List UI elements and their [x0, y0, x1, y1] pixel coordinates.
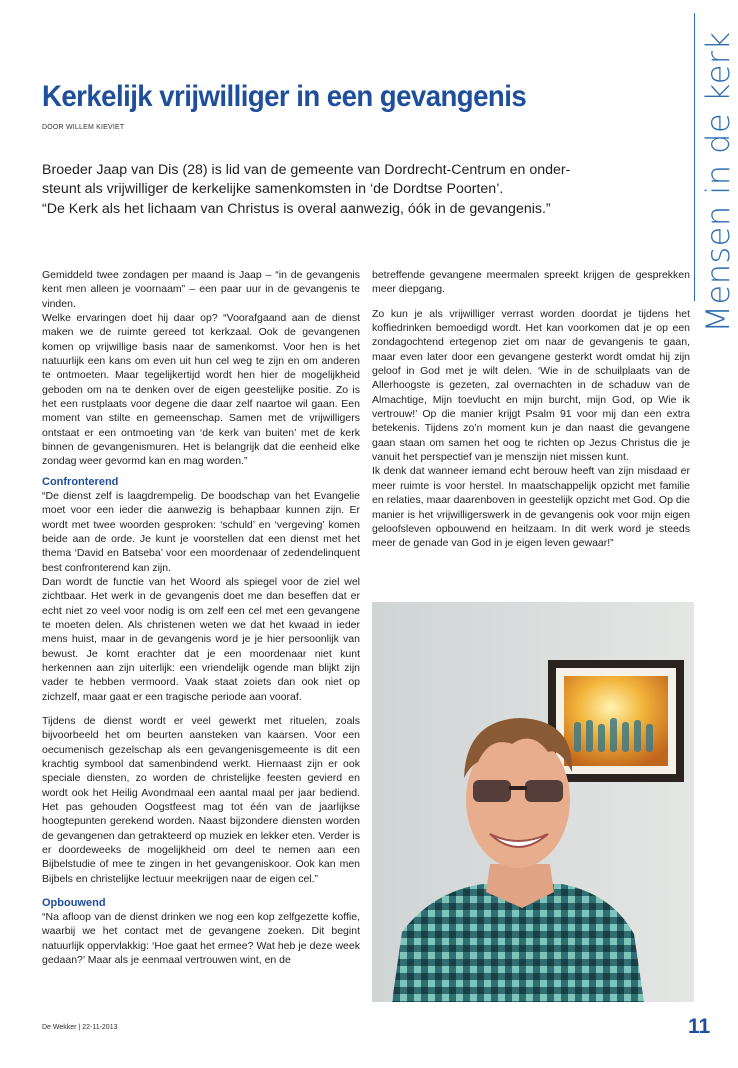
intro-line-2: steunt als vrijwilliger de kerkelijke samenkomsten in ‘de Dordtse Poorten’.	[42, 181, 504, 198]
subheading-opbouwend: Opbouwend	[42, 897, 106, 910]
page-number: 11	[688, 1015, 711, 1038]
left-paragraph-3: “De dienst zelf is laagdrempelig. De boodschap van het Evangelie moet voor een ieder die aanwezig is behapbaar kunnen zijn. Er wordt met twee woorden gesproken: ‘schuld’ en ‘vergeving’ komen beide aan de orde. Je kunt je voorstellen dat een dienst met het thema ‘David en Batseba’ voor een moordenaar of zedendelinquent best confronterend kan zijn.	[42, 489, 360, 574]
intro-line-3: “De Kerk als het lichaam van Christus is overal aanwezig, óók in de gevangenis.”	[42, 200, 551, 217]
left-column	[42, 268, 360, 967]
subheading-confronterend: Confronterend	[42, 475, 119, 488]
section-label: Mensen in de kerk	[699, 31, 737, 333]
right-column	[372, 268, 690, 551]
portrait-illustration	[372, 602, 694, 1002]
article-title: Kerkelijk vrijwilliger in een gevangenis	[42, 80, 527, 113]
article-byline: DOOR WILLEM KIEVIET	[42, 124, 125, 131]
right-paragraph-3: Ik denk dat wanneer iemand echt berouw heeft van zijn misdaad er meer ruimte is voor herstel. In maatschappelijk opzicht met familie en relaties, maar daarenboven in geestelijk opzicht met God. Op die manier is het vrijwilligerswerk in de gevangenis ook voor mijn eigen geloofsleven opbouwend en heilzaam. In dit werk word je steeds meer de genade van God in je eigen leven gewaar!”	[372, 465, 690, 550]
left-paragraph-2: Welke ervaringen doet hij daar op? “Voorafgaand aan de dienst maken we de ruimte gereed tot kerkzaal. Ook de gevangenen komen op vrijwillige basis naar de samenkomst. Voor hen is het natuurlijk een kans om even uit hun cel weg te zijn en om anderen te ontmoeten. Maar tegelijkertijd wordt hen hier de mogelijkheid geboden om na te denken over de eigen geestelijke positie. Zo is het een rustplaats voor degene die daar zelf naartoe wil gaan. Een moment van stilte en gemeenschap. Samen met de vrijwilligers ontstaat er een ontmoeting van ‘de kerk van buiten’ met de kerk binnen de gevangenismuren. Het is belangrijk dat die eenheid elke zondag weer gevormd kan en mag worden.”	[42, 312, 360, 468]
left-paragraph-5: Tijdens de dienst wordt er veel gewerkt met rituelen, zoals bijvoorbeeld het om beurten aansteken van kaarsen. Voor een oecumenisch gezelschap als een gevangenisgemeente is dit een krachtig symbool dat samenbindend werkt. Hiernaast zijn er ook speciale diensten, zo worden de christelijke feesten gevierd en wordt ook het Heilig Avondmaal een aantal maal per jaar bediend. Het pas gehouden Oogstfeest mag tot één van de jaarlijkse hoogtepunten gerekend worden. Naast bijzondere diensten worden de gevangenen dan getrakteerd op muziek en lekker eten. Verder is er doordeweeks de mogelijkheid om deel te nemen aan een Bijbelstudie of mee te zingen in het gevangeniskoor. Ook kan men Bijbels en christelijke lectuur meekrijgen naar de eigen cel.”	[42, 714, 360, 885]
portrait-photo	[372, 602, 694, 1002]
right-paragraph-1: betreffende gevangene meermalen spreekt krijgen de gesprekken meer diepgang.	[372, 269, 690, 296]
right-paragraph-2: Zo kun je als vrijwilliger verrast worden doordat je tijdens het koffiedrinken bemoedigd wordt. Het kan voorkomen dat je op een zondagochtend ertegenop ziet om naar de gevangenis te gaan, maar even later door een gevangene gesterkt wordt omdat hij zijn geloof in God met je wilt delen. ‘Wie in de schuilplaats van de Allerhoogste is gezeten, zal overnachten in de schaduw van de Almachtige, Mijn toevlucht en mijn burcht, mijn God, op Wie ik vertrouw!’ Op die manier krijgt Psalm 91 voor mij dan een extra betekenis. Tijdens zo’n moment kun je dan naast die gevangene gaan staan om samen het oog te richten op Jezus Christus die je vanuit het perspectief van je menszijn niet missen kunt.	[372, 307, 690, 464]
left-paragraph-6: “Na afloop van de dienst drinken we nog een kop zelfgezette koffie, waarbij we het contact met de gevangene zoeken. Dit begint natuurlijk oppervlakkig: ‘Hoe gaat het ermee? Wat heb je deze week gedaan?’ Maar als je eenmaal vertrouwen wint, en de	[42, 911, 360, 967]
footer-publication: De Wekker | 22-11-2013	[42, 1024, 118, 1031]
intro-line-1: Broeder Jaap van Dis (28) is lid van de gemeente van Dordrecht-Centrum en onder-	[42, 162, 571, 178]
article-intro	[42, 161, 582, 219]
left-paragraph-4: Dan wordt de functie van het Woord als spiegel voor de ziel wel zichtbaar. Het werk in de gevangenis doet me dan beseffen dat er echt niet zo veel voor nodig is om zelf een cel met een gevangene te moeten delen. Als christenen weten we dat het kwaad in ieder mens huist, maar in de gevangenis word je je hier persoonlijk van bewust. Je komt erachter dat je een moordenaar niet kunt herkennen aan zijn uiterlijk: een vriendelijk ogende man blijkt zijn vader te hebben vermoord. Vaak staat zoiets dan ook niet op zichzelf, maar gaat er een tragische periode aan vooraf.	[42, 575, 360, 703]
section-divider-line	[694, 13, 695, 301]
left-paragraph-1: Gemiddeld twee zondagen per maand is Jaap – “in de gevangenis kent men alleen je voornaam” – een paar uur in de gevangenis te vinden.	[42, 269, 360, 310]
